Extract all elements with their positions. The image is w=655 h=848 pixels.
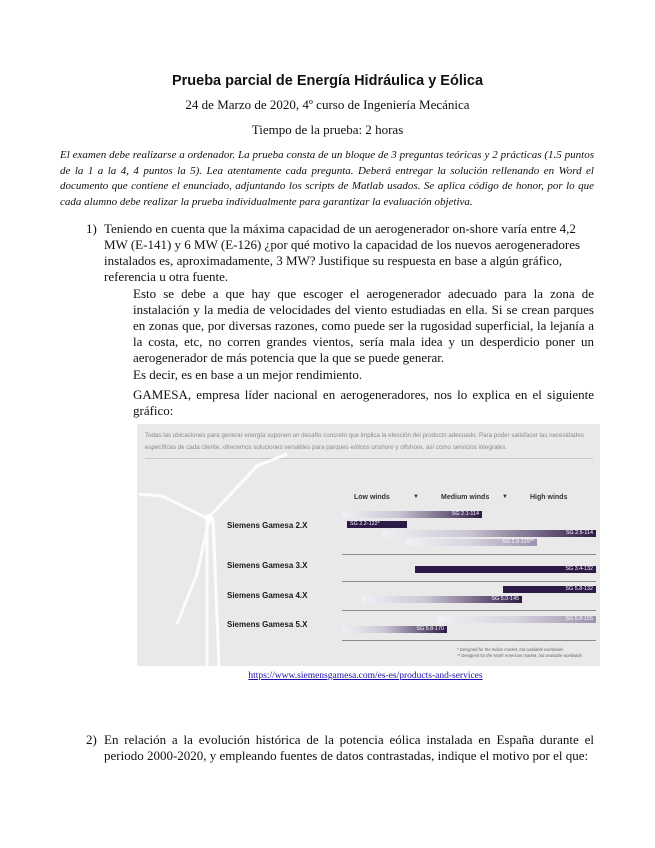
question-1-number: 1) [86,221,97,236]
row-separator [342,610,596,611]
date-line: 24 de Marzo de 2020, 4º curso de Ingeniería Mecánica [185,97,470,112]
page-title: Prueba parcial de Energía Hidráulica y Eólica [171,73,484,89]
answer-1-paragraph: Esto se debe a que hay que escoger el aerogenerador adecuado para la zona de instalación y la media de velocidades del viento estudiadas en ella. Si se crean parques en zonas que, por diversas razones, como puede ser la rugosidad superficial, la lejanía a la costa, etc, no corren grandes vientos, sería mala idea y un desperdicio poner un aerogenerador de más potencia que la que se puede generar. [133,286,594,365]
divider-triangle: ▼ [502,494,508,500]
row-label-3x: Siemens Gamesa 3.X [227,561,308,570]
bar-sg-2.6-114: SG 2.6-114 [382,530,596,537]
low-winds-header: Low winds [354,494,390,501]
bar-sg-5.8-155: SG 5.8-155 [437,616,596,623]
bar-sg-5.8-170: SG 5.8-170 [342,626,447,633]
figure-footnote-1: * Designed for the Indian market, but available worldwide. [457,647,564,652]
answer-1-figure-intro: GAMESA, empresa líder nacional en aerogeneradores, nos lo explica en el siguiente gráfico: [133,387,594,418]
bar-sg-3.4-132: SG 3.4-132 [415,566,596,573]
divider-triangle: ▼ [413,494,419,500]
row-label-4x: Siemens Gamesa 4.X [227,591,308,600]
row-separator [342,640,596,641]
bar-sg-5.8-132: SG 5.8-132 [503,586,596,593]
row-separator [342,554,596,555]
bar-sg-2.2-122: SG 2.2-122* [347,521,407,528]
answer-1-conclusion: Es decir, es en base a un mejor rendimiento. [133,367,363,382]
figure-footnote-2: ** Designed for the North American market, but available worldwide. [457,653,583,658]
gamesa-product-figure [137,424,600,666]
row-label-2x: Siemens Gamesa 2.X [227,521,308,530]
exam-instructions: El examen debe realizarse a ordenador. La prueba consta de un bloque de 3 preguntas teóricas y 2 prácticas (1.5 puntos de la 1 a la 4, 4 puntos la 5). Lea atentamente cada pregunta. Deberá entregar la solución rellenando en Word el documento que contiene el enunciado, adjuntando los scripts de Matlab usados. Se aplica código de honor, por lo que cada alumno debe realizar la prueba individualmente para garantizar la evaluación objetiva. [60,149,594,208]
high-winds-header: High winds [530,494,568,501]
question-1-text: Teniendo en cuenta que la máxima capacidad de un aerogenerador on-shore varía entre 4,2 MW (E-141) y 6 MW (E-126) ¿por qué motivo la capacidad de los nuevos aerogeneradores instalados es, aproximadamente, 3 MW? Justifique su respuesta en base a algún gráfico, referencia u otra fuente. [104,221,581,284]
bar-sg-2.1-114: SG 2.1-114 [342,511,482,518]
row-separator [342,581,596,582]
row-label-5x: Siemens Gamesa 5.X [227,620,308,629]
bar-sg-2.9-129: SG 2.9-129** [407,539,537,546]
question-2-number: 2) [86,732,97,747]
source-link[interactable]: https://www.siemensgamesa.com/es-es/products-and-services [248,671,483,681]
time-line: Tiempo de la prueba: 2 horas [251,122,404,137]
bar-sg-5.0-145: SG 5.0-145 [362,596,522,603]
medium-winds-header: Medium winds [441,494,490,501]
question-2-text: En relación a la evolución histórica de la potencia eólica instalada en España durante el periodo 2000-2020, y empleando fuentes de datos contrastadas, indique el motivo por el que: [104,732,594,763]
figure-caption-text: Todas las ubicaciones para generar energía suponen un desafío concreto que implica la elección del producto adecuado. Para poder satisfacer las necesidades específicas de cada cliente, ofrecemos soluciones versátiles para parques eólicos onshore y offshore, así como servicios integrales. [145,432,584,451]
